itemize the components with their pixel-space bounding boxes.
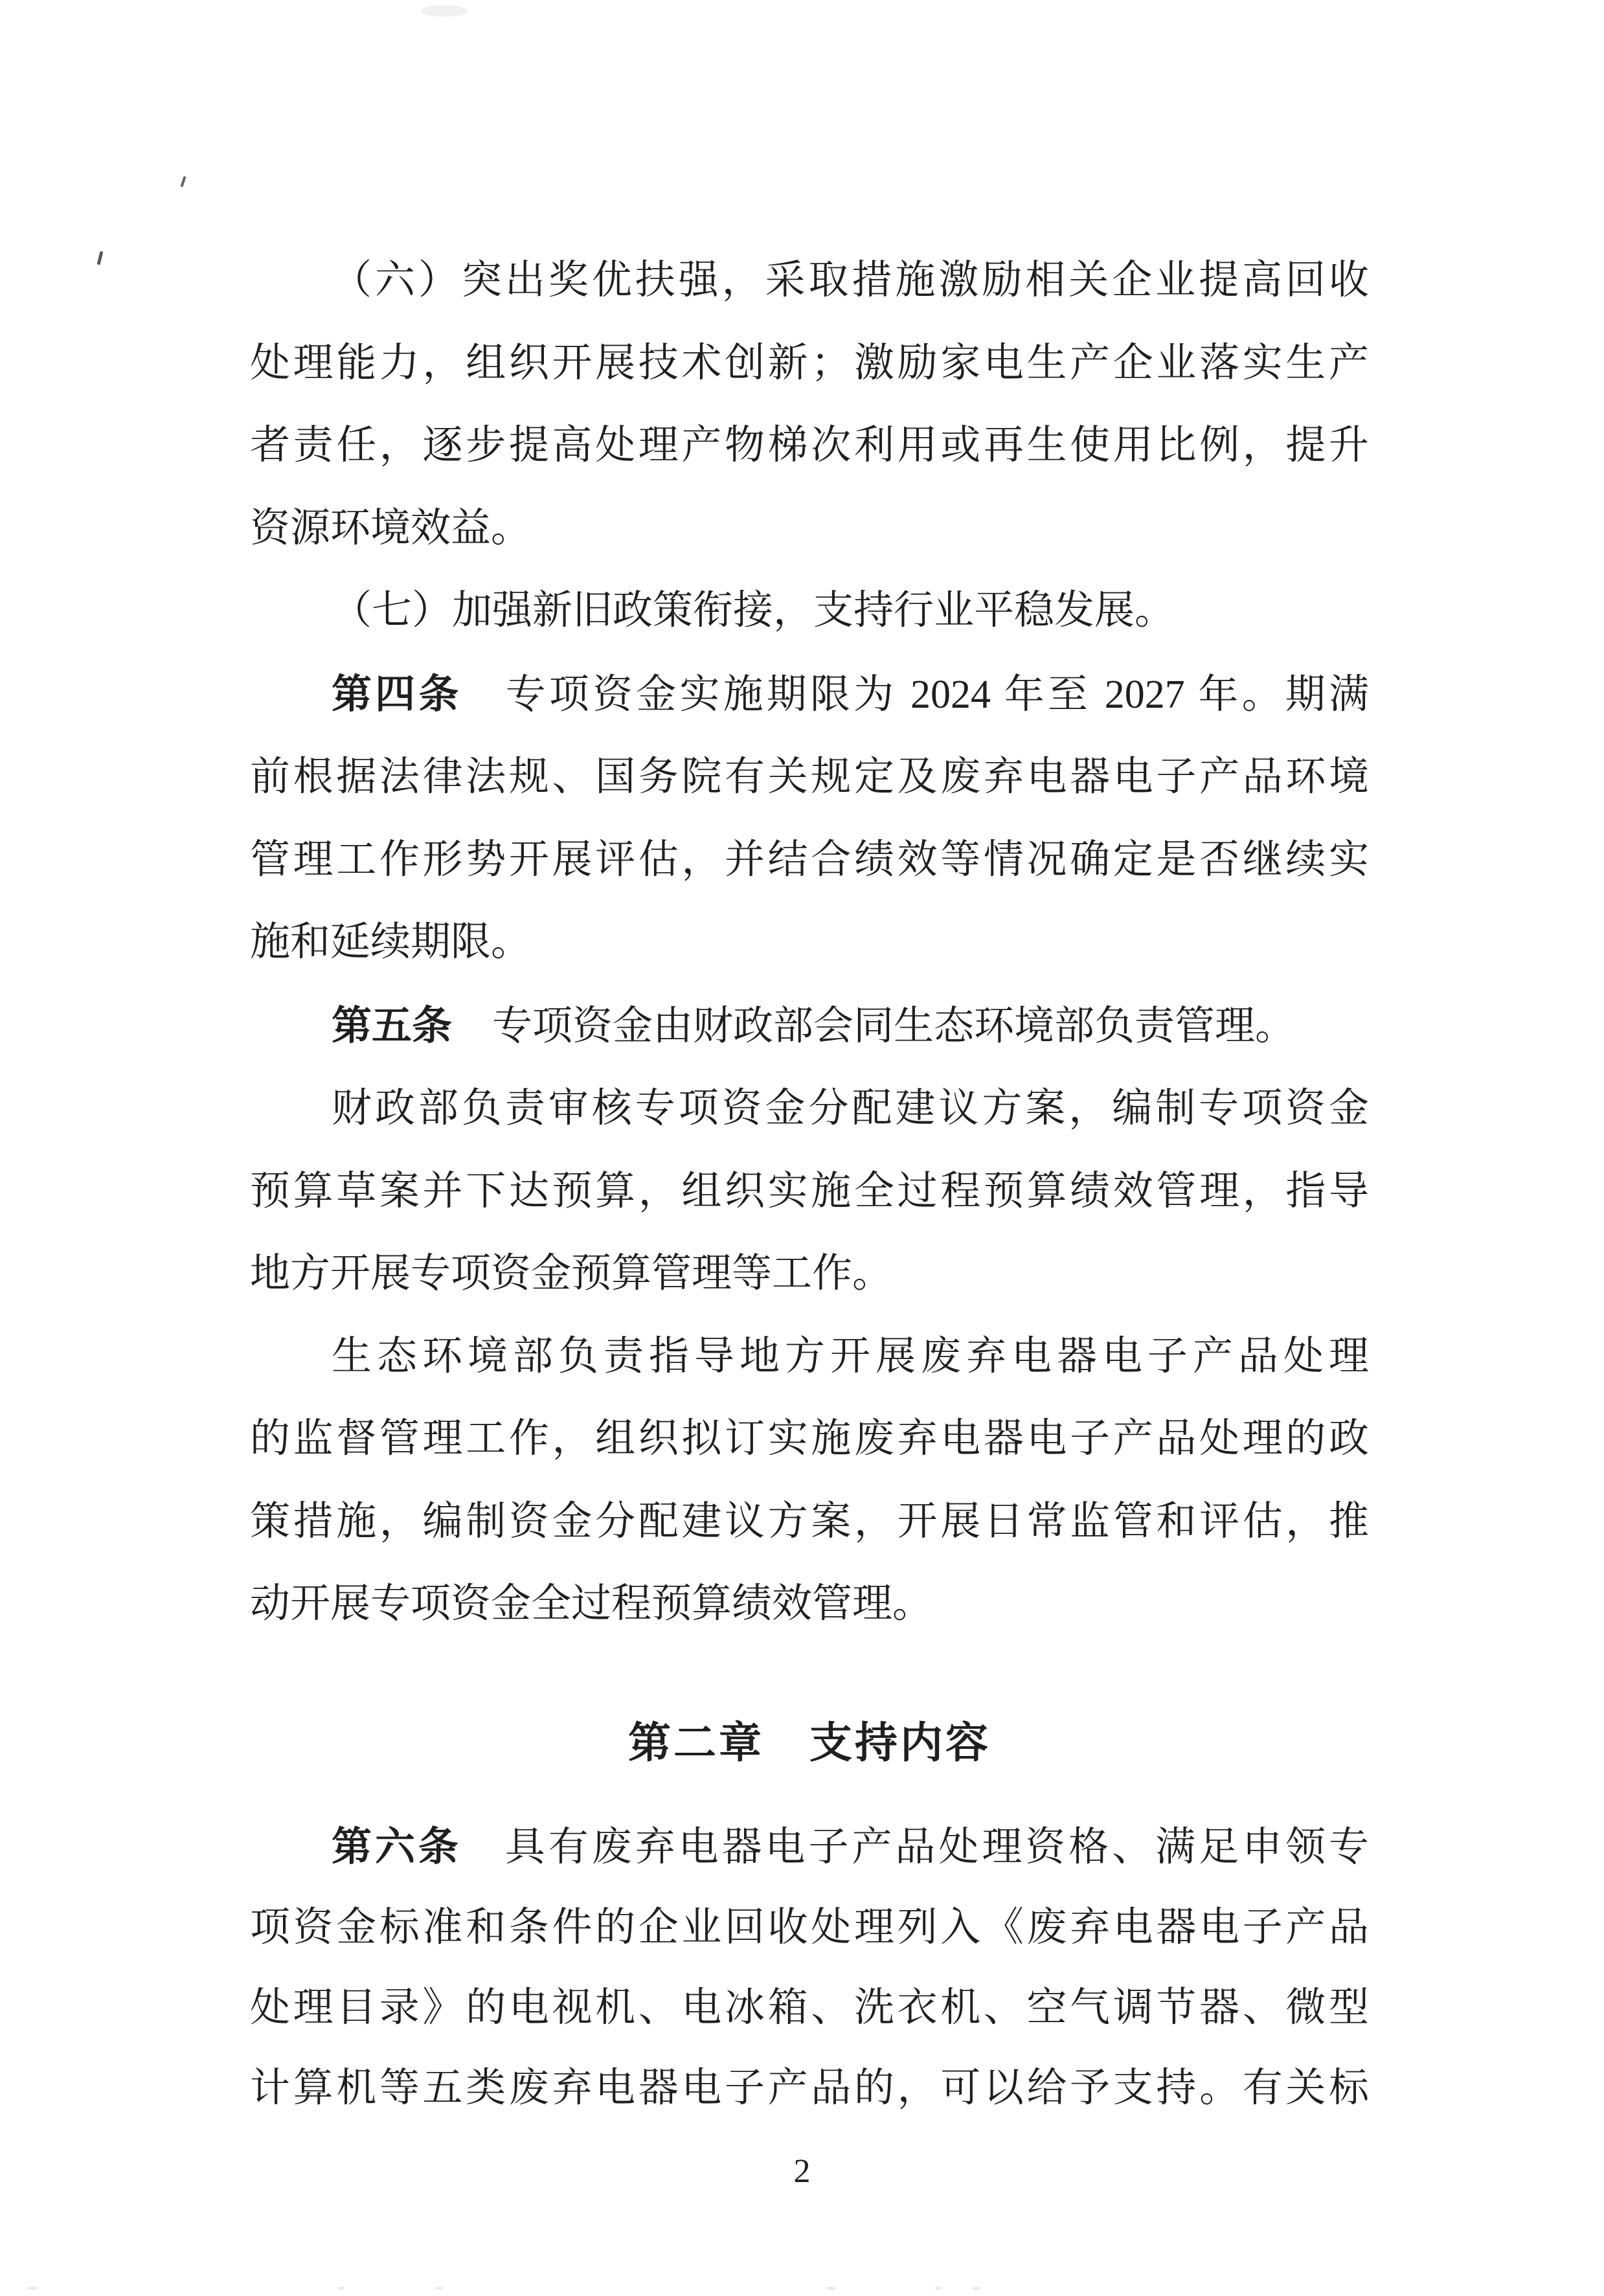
text-line xyxy=(250,1968,1369,2048)
text-line xyxy=(250,1887,1369,1968)
scan-speckle xyxy=(826,2287,835,2290)
text-line xyxy=(250,1398,1369,1481)
text-segment: （六）突出奖优扶强，采取措施激励相关企业提高回收 xyxy=(332,258,1369,302)
text-segment: 预算草案并下达预算，组织实施全过程预算绩效管理，指导 xyxy=(250,1169,1369,1213)
text-segment: 施和延续期限。 xyxy=(250,920,532,964)
scan-speckle xyxy=(338,2287,345,2290)
scan-smudge xyxy=(421,5,468,17)
text-line xyxy=(250,322,1369,405)
text-line xyxy=(250,984,1369,1068)
scan-speckle xyxy=(180,176,186,187)
text-segment: 前根据法律法规、国务院有关规定及废弃电器电子产品环境 xyxy=(250,755,1369,799)
text-segment: 动开展专项资金全过程预算绩效管理。 xyxy=(250,1582,933,1626)
text-segment: 专项资金实施期限为 2024 年至 2027 年。期满 xyxy=(462,672,1369,717)
text-segment: 项资金标准和条件的企业回收处理列入《废弃电器电子产品 xyxy=(250,1906,1369,1950)
text-line xyxy=(250,1316,1369,1399)
text-line xyxy=(250,819,1369,902)
article-number-label: 第五条 xyxy=(332,1001,453,1049)
text-segment: 处理能力，组织开展技术创新；激励家电生产企业落实生产 xyxy=(250,341,1369,385)
text-line xyxy=(250,1481,1369,1564)
article-number-label: 第六条 xyxy=(332,1823,462,1870)
scan-speckle xyxy=(97,251,104,265)
text-line xyxy=(250,1151,1369,1233)
scan-speckle xyxy=(27,2287,38,2290)
text-line xyxy=(250,240,1369,322)
text-segment: 管理工作形势开展评估，并结合绩效等情况确定是否继续实 xyxy=(250,837,1369,882)
scan-speckle xyxy=(935,2287,942,2290)
text-segment: （七）加强新旧政策衔接，支持行业平稳发展。 xyxy=(332,589,1175,633)
text-line xyxy=(250,901,1369,984)
text-segment: 处理目录》的电视机、电冰箱、洗衣机、空气调节器、微型 xyxy=(250,1986,1369,2030)
body-text-block-article-6 xyxy=(250,1806,1369,2128)
text-line xyxy=(250,570,1369,653)
text-segment: 专项资金由财政部会同生态环境部负责管理。 xyxy=(452,1004,1296,1048)
text-segment: 财政部负责审核专项资金分配建议方案，编制专项资金 xyxy=(332,1086,1369,1131)
text-line xyxy=(250,736,1369,819)
text-segment: 资源环境效益。 xyxy=(250,506,532,550)
text-segment: 具有废弃电器电子产品处理资格、满足申领专 xyxy=(461,1825,1369,1869)
text-line xyxy=(250,1233,1369,1316)
text-segment: 者责任，逐步提高处理产物梯次利用或再生使用比例，提升 xyxy=(250,423,1369,467)
scan-speckle xyxy=(973,2287,980,2290)
text-line xyxy=(250,2048,1369,2128)
chapter-heading: 第二章 支持内容 xyxy=(628,1718,991,1768)
text-line xyxy=(250,488,1369,570)
article-number-label: 第四条 xyxy=(332,670,462,717)
text-line xyxy=(250,653,1369,737)
page-number: 2 xyxy=(793,2153,811,2190)
text-line xyxy=(250,1806,1369,1887)
body-text-block-articles-3-5 xyxy=(250,240,1369,1646)
text-segment: 地方开展专项资金预算管理等工作。 xyxy=(250,1252,893,1296)
text-line xyxy=(250,1563,1369,1646)
text-segment: 策措施，编制资金分配建议方案，开展日常监管和评估，推 xyxy=(250,1499,1369,1544)
text-segment: 计算机等五类废弃电器电子产品的，可以给予支持。有关标 xyxy=(250,2066,1369,2110)
text-segment: 生态环境部负责指导地方开展废弃电器电子产品处理 xyxy=(332,1334,1369,1379)
scan-speckle xyxy=(435,2287,443,2290)
text-line xyxy=(250,405,1369,488)
text-line xyxy=(250,1068,1369,1151)
text-segment: 的监督管理工作，组织拟订实施废弃电器电子产品处理的政 xyxy=(250,1417,1369,1461)
